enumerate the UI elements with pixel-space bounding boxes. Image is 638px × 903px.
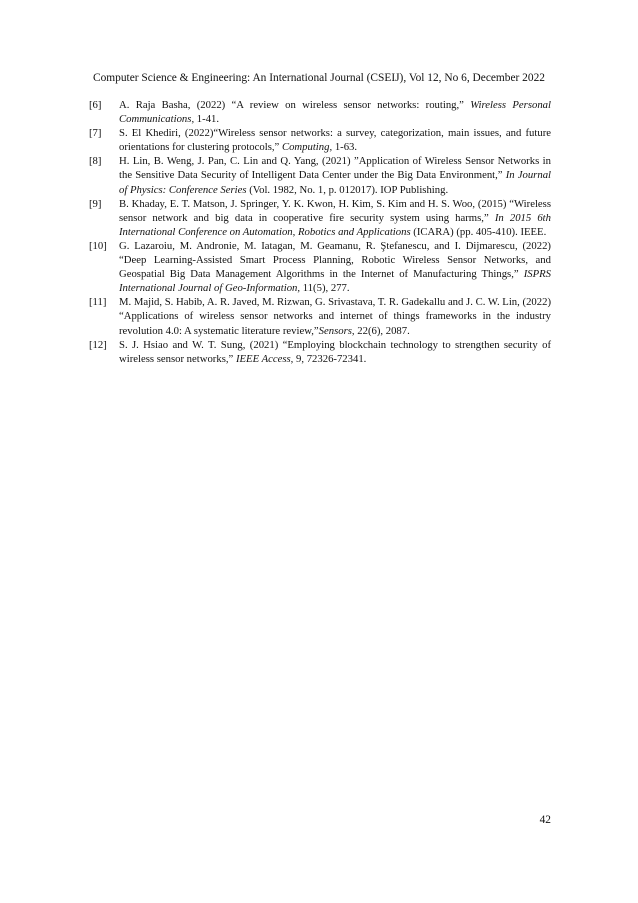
reference-item: [89, 197, 551, 239]
reference-details: 11(5), 277.: [300, 282, 350, 295]
reference-details: (Vol. 1982, No. 1, p. 012017). IOP Publishing.: [246, 183, 449, 196]
reference-text: [119, 126, 551, 154]
reference-text: [119, 338, 551, 366]
reference-text: [119, 98, 551, 126]
reference-details: 1-41.: [194, 113, 220, 126]
reference-number: [9]: [89, 197, 102, 210]
reference-item: [89, 126, 551, 154]
reference-number: [10]: [89, 239, 107, 252]
reference-details: (ICARA) (pp. 405-410). IEEE.: [410, 225, 547, 238]
reference-item: [89, 98, 551, 126]
reference-authors-title: S. El Khediri, (2022)“Wireless sensor networks: a survey, categorization, main issues, and future orientations for clustering protocols,”: [119, 127, 551, 154]
reference-number: [7]: [89, 127, 102, 140]
reference-number: [11]: [89, 296, 107, 309]
running-header: Computer Science & Engineering: An International Journal (CSEIJ), Vol 12, No 6, December 2022: [93, 72, 545, 84]
reference-item: [89, 154, 551, 196]
reference-list: [89, 98, 551, 366]
page-number: 42: [539, 814, 551, 826]
reference-venue: Sensors,: [318, 324, 355, 337]
reference-venue: Wireless Personal Communications,: [119, 99, 551, 126]
reference-authors-title: B. Khaday, E. T. Matson, J. Springer, Y. K. Kwon, H. Kim, S. Kim and H. S. Woo, (2015) “Wireless sensor network and big data in cooperative fire security system using harms,”: [119, 197, 551, 224]
reference-text: [119, 154, 551, 196]
reference-venue: In Journal of Physics: Conference Series: [119, 169, 552, 196]
reference-number: [12]: [89, 338, 107, 351]
reference-authors-title: S. J. Hsiao and W. T. Sung, (2021) “Employing blockchain technology to strengthen security of wireless sensor networks,”: [119, 338, 551, 365]
reference-details: 1-63.: [332, 141, 358, 154]
reference-item: [89, 239, 551, 295]
reference-item: [89, 295, 551, 337]
reference-venue: IEEE Access,: [235, 352, 294, 365]
reference-authors-title: A. Raja Basha, (2022) “A review on wireless sensor networks: routing,”: [119, 99, 471, 111]
reference-item: [89, 338, 551, 366]
reference-authors-title: G. Lazaroiu, M. Andronie, M. Iatagan, M. Geamanu, R. Ştefanescu, and I. Dijmarescu, (2022) “Deep Learning-Assisted Smart Process Planning, Robotic Wireless Sensor Networks, and Geospatial Big Data Management Algorithms in the Internet of Manufacturing Things,”: [119, 239, 551, 281]
reference-details: 9, 72326-72341.: [293, 352, 367, 365]
reference-text: [119, 197, 551, 239]
reference-venue: In 2015 6th International Conference on Automation, Robotics and Applications: [119, 211, 551, 238]
reference-authors-title: H. Lin, B. Weng, J. Pan, C. Lin and Q. Yang, (2021) ”Application of Wireless Sensor Networks in the Sensitive Data Security of Intelligent Data Center under the Big Data Environment,”: [119, 155, 551, 182]
reference-text: [119, 239, 551, 295]
reference-text: [119, 295, 551, 337]
reference-venue: Computing,: [281, 141, 333, 154]
reference-number: [8]: [89, 155, 102, 168]
reference-authors-title: M. Majid, S. Habib, A. R. Javed, M. Rizwan, G. Srivastava, T. R. Gadekallu and J. C. W. Lin, (2022) “Applications of wireless sensor networks and internet of things frameworks in the industry revolution 4.0: A systematic literature review,”: [119, 296, 551, 337]
reference-details: 22(6), 2087.: [354, 324, 410, 337]
reference-venue: ISPRS International Journal of Geo-Information,: [119, 268, 551, 295]
reference-number: [6]: [89, 99, 102, 111]
